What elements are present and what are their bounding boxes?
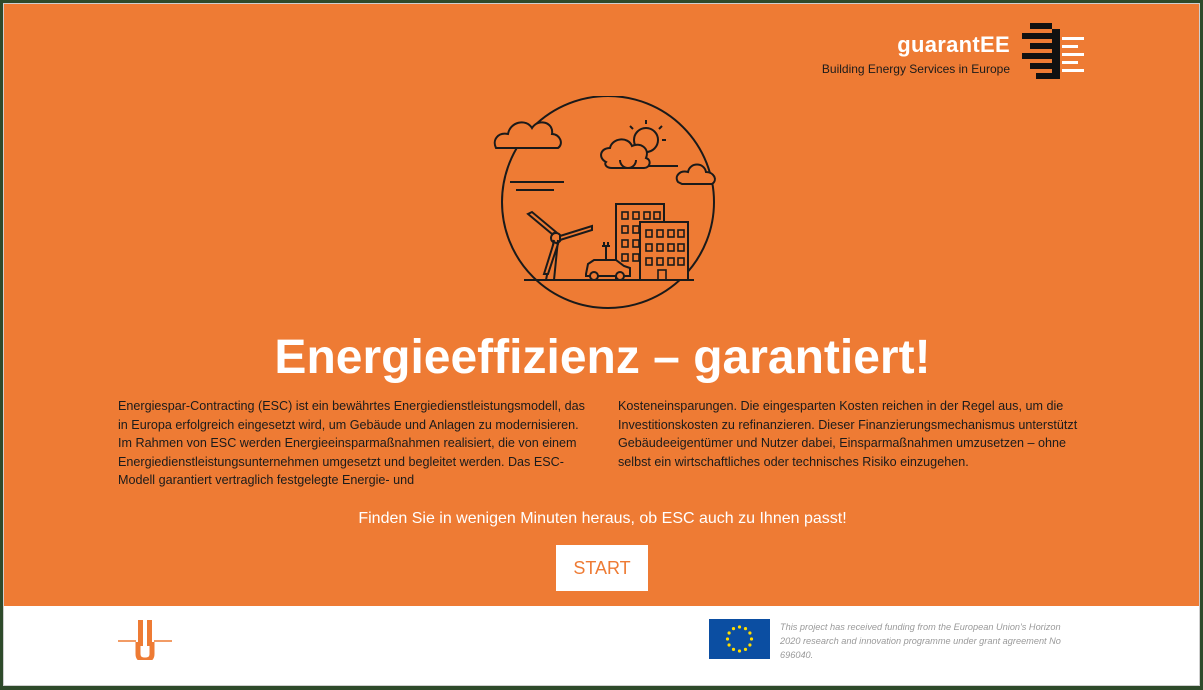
city-wind-turbine-illustration (488, 96, 728, 310)
eu-flag-icon (709, 619, 770, 659)
brand-logo (816, 32, 1086, 82)
brand-tagline: Building Energy Services in Europe (821, 62, 1010, 76)
footer (4, 606, 1200, 686)
page-title: Energieeffizienz – garantiert! (274, 331, 931, 384)
intro-paragraph-right: Kosteneinsparungen. Die eingesparten Kosten reichen in der Regel aus, um die Investitionskosten zu refinanzieren. Dieser Finanzierungsmechanismus unterstützt Gebäudeeigentümer und Nutzer dabei, Einsparmaßnahmen umzusetzen – ohne selbst ein wirtschaftliches oder technisches Risiko einzugehen. (618, 399, 1078, 469)
hero-section (4, 4, 1200, 606)
start-button[interactable]: START (556, 545, 648, 591)
partner-logo-icon (116, 620, 174, 660)
funding-disclaimer: This project has received funding from the European Union's Horizon 2020 research and innovation programme under grant agreement No 696040. (780, 622, 1061, 660)
app-window (3, 3, 1200, 686)
brand-name: guarantEE (897, 32, 1010, 57)
cloud-icon (601, 139, 650, 168)
building-stack-icon (1022, 23, 1086, 79)
plug-icon (602, 242, 610, 260)
intro-paragraph-left: Energiespar-Contracting (ESC) ist ein bewährtes Energiedienstleistungsmodell, das in Europa erfolgreich eingesetzt wird, um Gebäude und Anlagen zu modernisieren. Im Rahmen von ESC werden Energieeinsparmaßnahmen realisiert, die von einem Energiedienstleistungsunternehmen umgesetzt und begleitet werden. Das ESC-Modell garantiert vertraglich festgelegte Energie- und (118, 399, 585, 488)
call-to-action-text: Finden Sie in wenigen Minuten heraus, ob ESC auch zu Ihnen passt! (358, 510, 847, 527)
cloud-icon (495, 122, 561, 148)
